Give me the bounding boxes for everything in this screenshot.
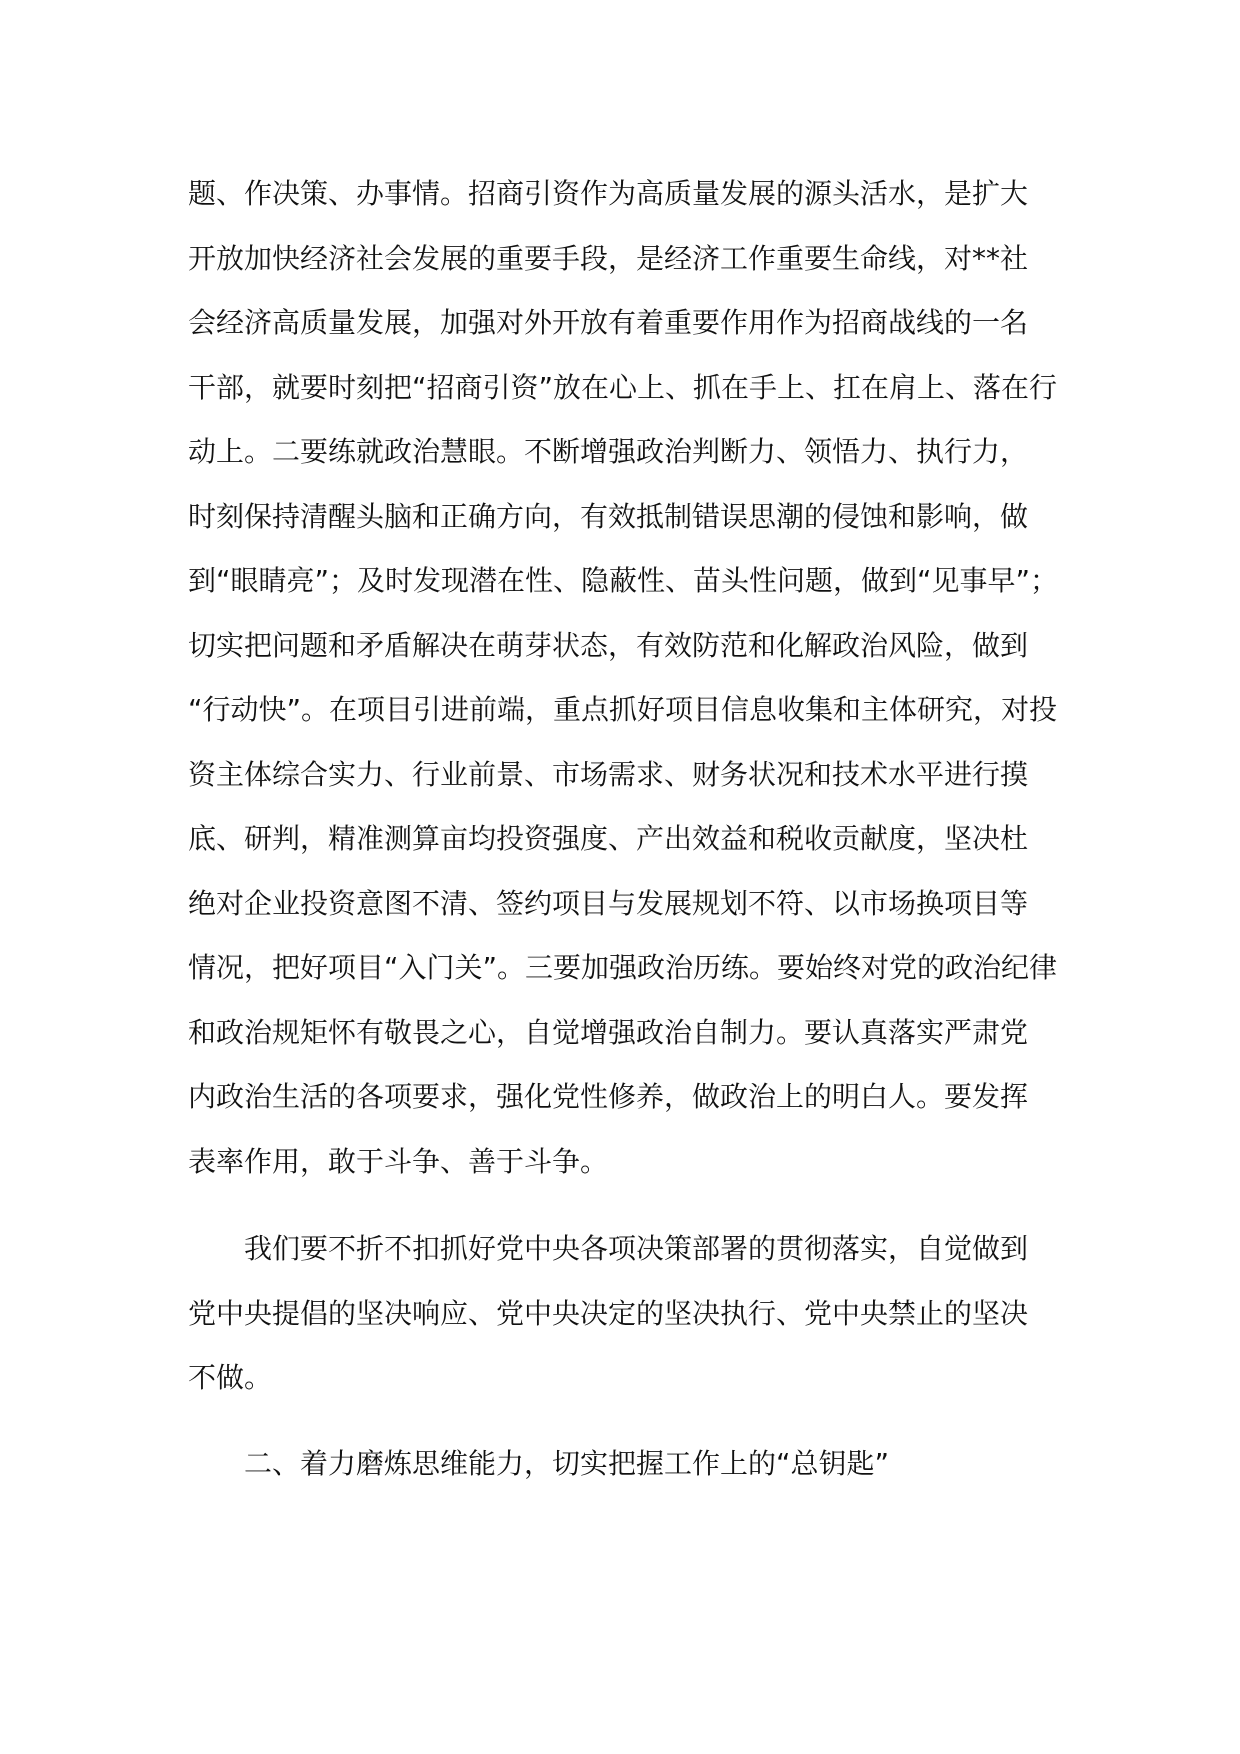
text-line: 内政治生活的各项要求，强化党性修养，做政治上的明白人。要发挥 <box>188 1080 1029 1113</box>
text-line: 和政治规矩怀有敬畏之心，自觉增强政治自制力。要认真落实严肃党 <box>188 1015 1029 1049</box>
text-line: 情况，把好项目“入门关”。三要加强政治历练。要始终对党的政治纪律 <box>188 951 1058 984</box>
text-line: 动上。二要练就政治慧眼。不断增强政治判断力、领悟力、执行力， <box>188 435 1029 468</box>
text-line: 我们要不折不扣抓好党中央各项决策部署的贯彻落实，自觉做到 <box>244 1232 1029 1265</box>
text-line: 干部，就要时刻把“招商引资”放在心上、抓在手上、扛在肩上、落在行 <box>188 370 1058 404</box>
paragraph-body <box>188 1217 1068 1411</box>
section-heading-text: 二、着力磨炼思维能力，切实把握工作上的“总钥匙” <box>244 1447 890 1480</box>
text-line: 表率作用，敢于斗争、善于斗争。 <box>188 1144 609 1178</box>
section-heading <box>188 1432 1068 1497</box>
text-line: 党中央提倡的坚决响应、党中央决定的坚决执行、党中央禁止的坚决 <box>188 1296 1029 1330</box>
paragraph-body-continuation <box>188 162 1068 1194</box>
text-line: 到“眼睛亮”；及时发现潜在性、隐蔽性、苗头性问题，做到“见事早”； <box>188 564 1059 597</box>
text-line: 开放加快经济社会发展的重要手段，是经济工作重要生命线，对**社 <box>188 241 1029 275</box>
text-line: 不做。 <box>188 1361 273 1394</box>
text-line: 题、作决策、办事情。招商引资作为高质量发展的源头活水，是扩大 <box>188 177 1029 210</box>
text-line: 时刻保持清醒头脑和正确方向，有效抵制错误思潮的侵蚀和影响，做 <box>188 499 1029 533</box>
text-line: 切实把问题和矛盾解决在萌芽状态，有效防范和化解政治风险，做到 <box>188 628 1029 662</box>
text-line: 底、研判，精准测算亩均投资强度、产出效益和税收贡献度，坚决杜 <box>188 822 1029 855</box>
text-line: 绝对企业投资意图不清、签约项目与发展规划不符、以市场换项目等 <box>188 886 1029 920</box>
text-line: “行动快”。在项目引进前端，重点抓好项目信息收集和主体研究，对投 <box>188 693 1058 726</box>
text-line: 资主体综合实力、行业前景、市场需求、财务状况和技术水平进行摸 <box>188 757 1029 791</box>
text-line: 会经济高质量发展，加强对外开放有着重要作用作为招商战线的一名 <box>188 306 1029 339</box>
